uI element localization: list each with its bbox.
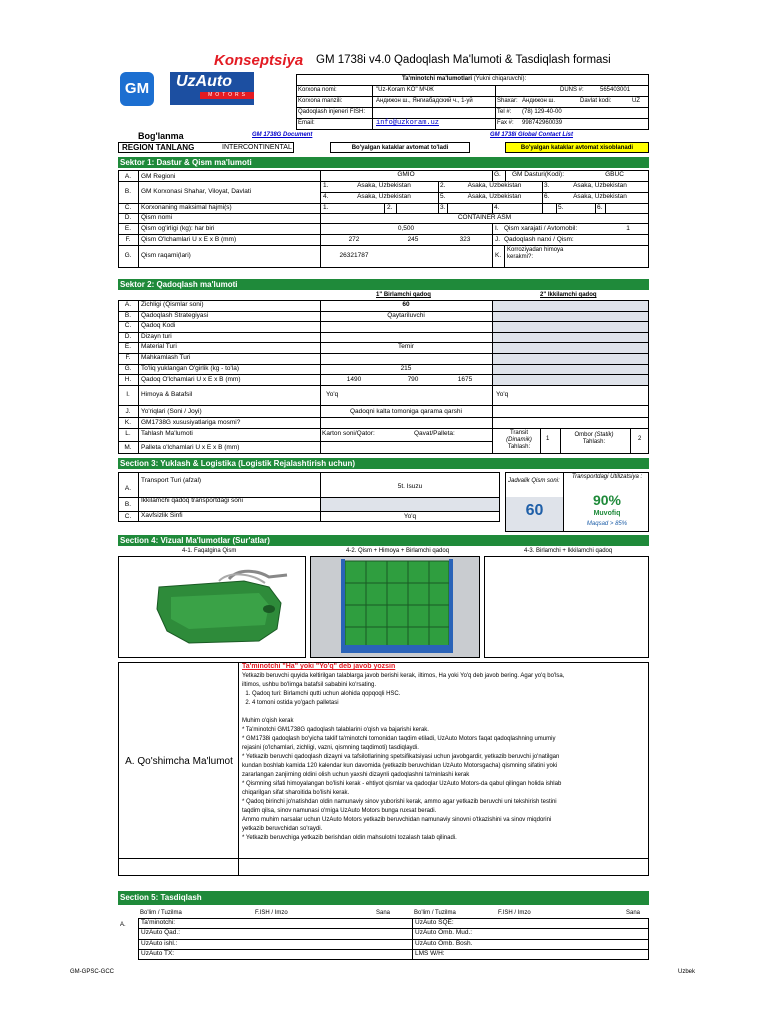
tel-value: (78) 129-40-00 [522, 109, 562, 115]
additional-line: yetkazib beruvchidan so'raydi. [242, 826, 323, 832]
s2-row-label: Qadoqlash Strategiyasi [141, 311, 209, 319]
s2-row-label: Material Turi [141, 343, 177, 351]
s1-c-letter: C. [124, 204, 132, 211]
s2-row-label: Qadoq Kodi [141, 322, 176, 330]
uzauto-logo-text: UzAuto [176, 73, 232, 90]
additional-line: * Ta'minotchi GM1738G qadoqlash talablarini o'qish va bajarishi kerak. [242, 727, 429, 733]
s3-b-fill [321, 498, 499, 511]
autocalc-note [505, 142, 649, 153]
s1-d-label: Qism nomi [141, 214, 173, 221]
s5-left-role: UzAuto Qad.: [141, 929, 181, 936]
s3-util-target: Maqsad > 85% [586, 521, 628, 527]
s1-d-value[interactable]: CONTAINER ASM [457, 214, 512, 221]
s2-col1-header: 1" Birlamchi qadoq [376, 292, 431, 298]
s1-b-v5[interactable]: Asaka, Uzbekistan [467, 193, 522, 200]
s1-b-n6: 6. [544, 193, 550, 200]
s5-right-role: UzAuto SQE: [415, 919, 454, 926]
s2-row-label: Dizayn turi [141, 332, 172, 340]
footer-left: GM-GPSC-GCC [70, 969, 114, 975]
s2-h-e[interactable]: 790 [407, 376, 419, 383]
s1-i-letter: I. [495, 225, 499, 232]
s1-e-label: Qism og'irligi (kg): har biri [141, 225, 215, 232]
additional-line [242, 708, 647, 717]
s1-a-label: GM Regioni [141, 173, 176, 180]
address-label: Korxona manzili: [298, 98, 343, 104]
s5-h-sana-right: Sana [626, 910, 641, 916]
s3-a-label: Transport Turi (afzal) [141, 477, 202, 484]
additional-line: * Qismning sifati himoyalangan bo'lishi kerak - ehtiyot qismlar va qadoqlar UzAuto Motors-da qabul qilingan holida ishlab [242, 781, 562, 787]
fuel-tank-image [119, 557, 305, 657]
s3-jadval-value: 60 [525, 502, 544, 519]
additional-line: Muhim o'qish kerak [242, 718, 294, 724]
s5-left-role: UzAuto ishl.: [141, 940, 178, 947]
s3-c-letter: C. [124, 513, 132, 520]
region-value: INTERCONTINENTAL [222, 144, 292, 151]
s2-l-n2[interactable]: 2 [638, 436, 642, 442]
additional-line: * Qadoq birinchi jo'natishdan oldin namunaviy sinov yuborishi kerak, ammo agar yetkazib beruvchi uni tekshirish testini [242, 799, 557, 805]
supplier-header-sub: (Yukni chiqaruvchi): [473, 76, 527, 82]
s2-row-label: Zichligi (Qismlar soni) [141, 301, 204, 308]
s2-h-u[interactable]: 1490 [346, 376, 362, 383]
s2-l-letter: L. [125, 430, 131, 437]
s1-g-label: Qism raqami(lari) [141, 252, 191, 259]
s1-b-n4: 4. [323, 193, 329, 200]
s1-e-value[interactable]: 0,500 [397, 225, 415, 232]
company-name-label: Korxona nomi: [298, 87, 337, 93]
sector2-title: Sektor 2: Qadoqlash ma'lumoti [118, 279, 649, 290]
s2-m-label: Palleta o'lchamlari U x E x B (mm) [141, 444, 240, 451]
s1-c-label: Korxonaning maksimal hajmi(s) [141, 204, 232, 211]
s1-program-value[interactable]: GBUC [605, 171, 624, 178]
s2-row-letter: B. [124, 311, 132, 319]
s2-row-v1[interactable]: Qaytariluvchi [387, 311, 425, 319]
s2-l-ombor-text: Ombor [574, 432, 593, 438]
additional-line: chiqarilgan sifat sharoitida bo'lishi kerak. [242, 790, 350, 796]
s5-h-fish-left: F.ISH / Imzo [255, 910, 288, 916]
s1-a-letter: A. [124, 173, 132, 180]
supplier-header-text: Ta'minotchi ma'lumotlari [402, 76, 473, 82]
s5-letter: A. [120, 922, 126, 928]
s1-c-n2: 2. [387, 204, 393, 211]
fax-label: Fax #: [497, 120, 514, 126]
city-value: Андижон ш. [522, 98, 555, 104]
s2-row-label: Mahkamlash Turi [141, 354, 191, 361]
s1-d-letter: D. [124, 214, 132, 221]
additional-line: rejasini (o'lchamlari, zichligi, vazni, qismning taqdimoti) tasdiqlaydi. [242, 745, 419, 751]
s3-util-label: Transportdagi Utilizatsiya : [571, 474, 643, 480]
sector1-title: Sektor 1: Dastur & Qism ma'lumoti [118, 157, 649, 168]
s1-g-letter-top: G. [494, 171, 501, 178]
s2-l-qavat: Qavat/Palleta: [414, 430, 455, 437]
additional-line: 1. Qadoq turi: Birlamchi qutti uchun alohida qopqoqli HSC. [242, 691, 401, 697]
autocalc-note-text: Bo'yalgan kataklar avtomat xisoblanadi [520, 145, 634, 151]
sector4-title: Section 4: Vizual Ma'lumotlar (Sur'atlar) [118, 535, 649, 546]
s5-h-fish-right: F.ISH / Imzo [498, 910, 531, 916]
s3-c-label: Xavfsizlik Sinfi [141, 512, 183, 519]
global-contact-list-link[interactable]: GM 1738i Global Contact List [490, 132, 574, 138]
additional-line: zararlangan zanjirning oldini olish uchun yaxshi dizaynli qadoqlashni ta'minlashi kerak [242, 772, 470, 778]
s1-i-label: Qism xarajati / Avtomobil: [504, 225, 578, 232]
s4-cap1: 4-1. Faqatgina Qism [182, 548, 237, 554]
sector3-title: Section 3: Yuklash & Logistika (Logistik Rejalashtirish uchun) [118, 458, 649, 469]
additional-line: Ammo muhim narsalar uchun UzAuto Motors yetkazib beruvchidan namunaviy sinovni o'tkazishini va sinov miqdorini [242, 817, 552, 823]
s2-j-value[interactable]: Qadoqni kalta tomoniga qarama qarshi [349, 408, 462, 415]
s1-a-value[interactable]: GMIO [397, 171, 415, 178]
s1-b-v3[interactable]: Asaka, Uzbekistan [573, 182, 627, 189]
additional-line: taqdim qilsa, sinov namunasi o'rniga UzAuto Motors bunga ruxsat beradi. [242, 808, 437, 814]
s5-h-sana-left: Sana [376, 910, 391, 916]
s1-f-b[interactable]: 323 [459, 236, 471, 243]
form-title: GM 1738i v4.0 Qadoqlash Ma'lumoti & Tasdiqlash formasi [316, 54, 611, 66]
s1-program-label: GM Dasturi(Kodi): [512, 171, 565, 178]
s4-cap2: 4-2. Qism + Himoya + Birlamchi qadoq [346, 548, 450, 554]
uzauto-logo-sub: MOTORS [200, 92, 254, 99]
s2-row-letter: F. [125, 354, 131, 361]
s3-jadval-label: Jadvalik Qism soni: [508, 478, 560, 484]
s1-g-letter: G. [124, 252, 132, 259]
s1-c-n6: 6. [597, 204, 603, 211]
tel-label: Tel #: [497, 109, 512, 115]
s2-l-karton: Karton soni/Qator: [322, 430, 375, 437]
additional-info-label: A. Qo'shimcha Ma'lumot [125, 756, 233, 767]
s3-a-value[interactable]: 5t. Isuzu [397, 483, 423, 490]
duns-value: 565403001 [600, 87, 631, 93]
s1-c-n4: 4. [494, 204, 500, 211]
additional-line: * Yetkazib beruvchiga yetkazib berishdan oldin mahsulotni tozalash talab qilinadi. [242, 835, 457, 841]
s2-l-label: Tahlash Ma'lumoti [141, 430, 193, 437]
s1-b-v4[interactable]: Asaka, Uzbekistan [357, 193, 411, 200]
s1-b-v1[interactable]: Asaka, Uzbekistan [357, 182, 411, 189]
engineer-label: Qadoqlash injeneri FISH: [298, 109, 366, 115]
s5-right-role: LMS W/H: [415, 950, 445, 957]
s3-util-value: 90% [592, 492, 622, 508]
s3-b-label: Ikkilamchi qadoq transportdagi soni [141, 497, 243, 504]
fax-value: 998742960039 [522, 120, 563, 126]
s5-right-role: UzAuto Omb. Bosh. [415, 940, 473, 947]
bog-lanma-label: Bog'lanma [138, 131, 184, 141]
region-label: REGION TANLANG [122, 143, 195, 152]
s2-row-letter: D. [124, 332, 132, 340]
autofill-note [330, 142, 470, 153]
s2-i-label: Himoya & Batafsil [141, 391, 193, 398]
s3-util-status: Muvofiq [593, 510, 621, 517]
s2-row-v1[interactable]: 215 [400, 364, 412, 372]
gm-logo [120, 72, 154, 106]
s2-l-tahlash1: Tahlash: [507, 443, 531, 450]
brand-title: Konseptsiya [214, 52, 304, 69]
s1-k-label: Korroziyadan himoya kerakmi?: [507, 247, 564, 260]
s3-c-value[interactable]: Yo'q [403, 513, 417, 520]
s2-l-ombor [562, 432, 626, 446]
s5-left-role: Ta'minotchi: [141, 919, 176, 926]
s1-b-letter: B. [124, 188, 132, 195]
s2-h-b[interactable]: 1675 [457, 376, 473, 383]
s2-i-v2[interactable]: Yo'q [496, 391, 509, 398]
s1-j-label: Qadoqlash narxi / Qism: [504, 236, 574, 243]
s2-row-letter: A. [124, 301, 132, 308]
s2-row-label: To'liq yuklangan O'girlik (kg - to'la) [141, 364, 240, 372]
s5-left-role: UzAuto TX: [141, 950, 175, 957]
s1-g-value[interactable]: 26321787 [339, 252, 369, 259]
s2-row-letter: E. [124, 343, 132, 351]
s1-c-n3: 3. [440, 204, 446, 211]
additional-line: iltimos, ushbu bo'limga batafsil sababini ko'rsating. [242, 682, 377, 688]
s5-right-role: UzAuto Omb. Mud.: [415, 929, 473, 936]
email-label: Email: [298, 120, 315, 126]
s1-b-n3: 3. [544, 182, 550, 189]
s2-m-letter: M. [124, 444, 132, 451]
city-label: Shaxar: [497, 98, 518, 104]
additional-line: 2. 4 tomoni ostida yo'gach palletasi [242, 700, 339, 706]
s2-l-transit-text: Transit [509, 430, 529, 436]
container-rack-image [311, 557, 479, 657]
s2-k-label: GM1738G xususiyatlariga mosmi? [141, 419, 241, 426]
s2-l-n1[interactable]: 1 [546, 436, 550, 442]
s1-b-n5: 5. [440, 193, 446, 200]
s5-h-bolim-right: Bo'lim / Tuzilma [414, 910, 456, 916]
country-code-value: UZ [632, 98, 640, 104]
country-code-label: Davlat kodi: [580, 98, 612, 104]
s2-k-letter: K. [124, 419, 132, 426]
s1-e-letter: E. [124, 225, 132, 232]
s4-cap3: 4-3. Birlamchi + Ikkilamchi qadoq [524, 548, 613, 554]
s1-f-label: Qism O'lchamlari U x E x B (mm) [141, 236, 237, 243]
s2-i-letter: I. [126, 391, 130, 398]
s1-f-letter: F. [125, 236, 131, 243]
email-link[interactable]: info@uzkoram.uz [376, 119, 440, 127]
s4-photo2 [310, 556, 480, 658]
s1-b-n1: 1. [323, 182, 329, 189]
s3-b-letter: B. [124, 501, 132, 508]
additional-line: Yetkazib beruvchi quyida keltirilgan talablarga javob berishi kerak, iltimos, Ha yoki Yo'q deb javob bering. Agar yo'q bo'lsa, [242, 673, 565, 679]
uzauto-logo [170, 72, 254, 105]
s2-row-v1[interactable]: 60 [402, 301, 410, 308]
footer-right: Uzbek [678, 969, 696, 975]
s3-a-letter: A. [124, 485, 132, 492]
s1-b-v2[interactable]: Asaka, Uzbekistan [467, 182, 522, 189]
autofill-note-text: Bo'yalgan kataklar avtomat to'ladi [351, 145, 449, 151]
company-name-value: "Uz-Koram KO" МЧЖ [376, 87, 434, 93]
duns-label: DUNS #: [560, 87, 584, 93]
s2-l-tahlash2: Tahlash: [582, 438, 606, 445]
s4-photo3 [484, 556, 649, 658]
additional-line: * Yetkazib beruvchi qadoqlash dizayni va tafsilotlarining spetsifikatsiyasi uchun javobgardir, yetkazib beruvchi jo'natilgan [242, 754, 560, 760]
s1-j-letter: J. [495, 236, 501, 243]
s5-h-bolim-left: Bo'lim / Tuzilma [140, 910, 182, 916]
additional-heading: Ta'minotchi "Ha" yoki "Yo'q" deb javob yozsin [242, 663, 396, 670]
s1-f-e[interactable]: 245 [407, 236, 419, 243]
gm-logo-text: GM [124, 80, 150, 97]
gm-1738g-document-link[interactable]: GM 1738G Document [252, 132, 313, 138]
s1-c-n5: 5. [558, 204, 564, 211]
supplier-header [402, 76, 526, 83]
s2-h-label: Qadoq O'lchamlari U x E x B (mm) [141, 376, 241, 383]
s2-h-col2-fill [493, 375, 648, 385]
s2-l-statik: (Statik) [594, 432, 614, 438]
s2-row-letter: C. [124, 322, 132, 330]
s1-k-letter: K. [495, 252, 502, 259]
additional-line: kundan boshlab kamida 120 kalendar kun davomida (yetkazib beruvchidan UzAuto Motorsgacha) qismning sifatini yoki [242, 763, 558, 769]
s1-b-n2: 2. [440, 182, 446, 189]
s2-row-letter: G. [124, 364, 132, 372]
s1-i-value[interactable]: 1 [626, 225, 630, 232]
s1-f-u[interactable]: 272 [348, 236, 360, 243]
s2-j-label: Yo'riqlari (Soni / Joyi) [141, 408, 202, 415]
s2-j-letter: J. [125, 408, 131, 415]
s1-b-v6[interactable]: Asaka, Uzbekistan [573, 193, 627, 200]
s4-photo1 [118, 556, 306, 658]
address-value: Андижон ш., Янгиабадский ч., 1-уй [376, 98, 473, 104]
s1-c-n1: 1. [323, 204, 329, 211]
s2-i-v1[interactable]: Yo'q [326, 391, 339, 398]
s2-h-letter: H. [124, 376, 132, 383]
additional-line: * GM1738i qadoqlash bo'yicha taklif ta'minotchi tomonidan taqdim etiladi, UzAuto Motors faqat qadoqlashning umumiy [242, 736, 556, 742]
additional-text [242, 672, 647, 843]
s2-l-dinamik: (Dinamik) [506, 436, 532, 443]
s2-col2-header: 2" Ikkilamchi qadoq [540, 292, 597, 298]
sector5-title: Section 5: Tasdiqlash [118, 891, 649, 905]
s2-row-v1[interactable]: Temir [398, 343, 414, 351]
s1-b-label: GM Korxonasi Shahar, Viloyat, Davlati [141, 188, 252, 195]
s2-l-transit [498, 430, 540, 451]
